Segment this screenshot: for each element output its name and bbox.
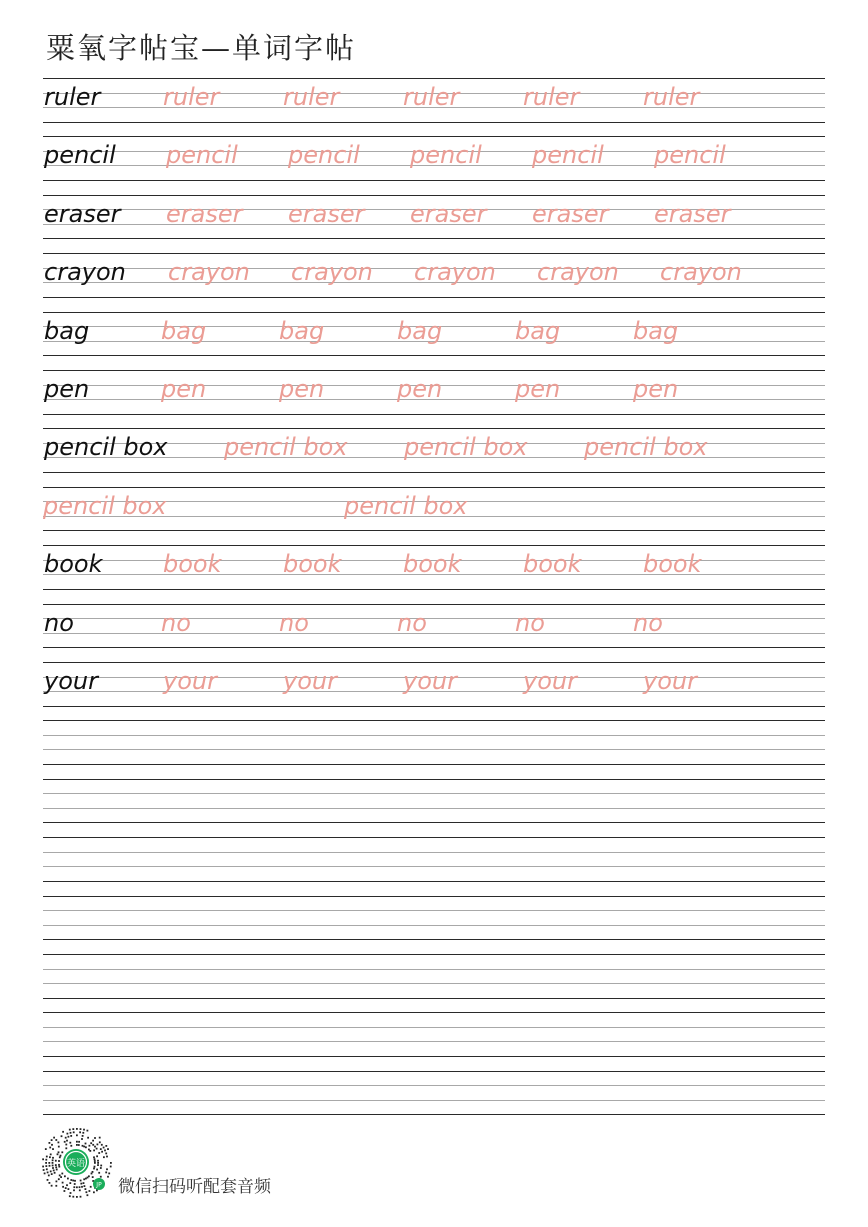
trace-word: pen bbox=[397, 375, 443, 403]
row-top-line bbox=[43, 662, 825, 663]
trace-word: bag bbox=[515, 316, 561, 345]
trace-word: book bbox=[163, 550, 222, 579]
row-base-line bbox=[43, 764, 825, 765]
row-base-line bbox=[43, 706, 825, 707]
row-top-line bbox=[43, 312, 825, 313]
model-word: bag bbox=[44, 316, 90, 345]
row-top-line bbox=[43, 779, 825, 780]
row-base-line bbox=[43, 998, 825, 999]
row-guide-line bbox=[43, 749, 825, 750]
row-guide-line bbox=[43, 1085, 825, 1086]
trace-word: crayon bbox=[537, 258, 619, 287]
trace-word: book bbox=[523, 550, 582, 579]
trace-word: book bbox=[403, 550, 462, 579]
row-base-line bbox=[43, 122, 825, 123]
model-word: no bbox=[44, 608, 74, 637]
trace-word: ruler bbox=[283, 83, 340, 111]
row-base-line bbox=[43, 1056, 825, 1057]
trace-word: bag bbox=[633, 316, 679, 345]
row-top-line bbox=[43, 253, 825, 254]
trace-word: pencil bbox=[166, 141, 238, 170]
trace-word: eraser bbox=[654, 199, 731, 228]
page-title: 粟氧字帖宝—单词字帖 bbox=[46, 31, 357, 65]
trace-word: pencil box bbox=[344, 491, 468, 520]
row-top-line bbox=[43, 136, 825, 137]
trace-word: pen bbox=[161, 375, 207, 403]
trace-word: your bbox=[403, 667, 457, 695]
trace-word: crayon bbox=[660, 258, 742, 287]
trace-word: crayon bbox=[414, 258, 496, 287]
trace-word: ruler bbox=[643, 83, 700, 111]
trace-word: bag bbox=[279, 316, 325, 345]
row-guide-line bbox=[43, 866, 825, 867]
row-top-line bbox=[43, 954, 825, 955]
trace-word: ruler bbox=[403, 83, 460, 111]
trace-word: your bbox=[163, 667, 217, 695]
trace-word: pencil bbox=[654, 141, 726, 170]
row-base-line bbox=[43, 414, 825, 415]
row-base-line bbox=[43, 1114, 825, 1115]
row-base-line bbox=[43, 180, 825, 181]
row-guide-line bbox=[43, 925, 825, 926]
row-top-line bbox=[43, 837, 825, 838]
qr-code-icon[interactable] bbox=[40, 1126, 112, 1198]
row-base-line bbox=[43, 647, 825, 648]
row-base-line bbox=[43, 472, 825, 473]
row-top-line bbox=[43, 545, 825, 546]
trace-word: eraser bbox=[410, 199, 487, 228]
row-guide-line bbox=[43, 808, 825, 809]
trace-word: pen bbox=[633, 375, 679, 403]
model-word: ruler bbox=[44, 83, 101, 111]
trace-word: your bbox=[523, 667, 577, 695]
trace-word: eraser bbox=[532, 199, 609, 228]
trace-word: pencil box bbox=[43, 491, 167, 520]
trace-word: pencil bbox=[288, 141, 360, 170]
trace-word: ruler bbox=[163, 83, 220, 111]
row-top-line bbox=[43, 195, 825, 196]
row-guide-line bbox=[43, 969, 825, 970]
trace-word: no bbox=[515, 608, 545, 637]
row-base-line bbox=[43, 530, 825, 531]
trace-word: crayon bbox=[291, 258, 373, 287]
trace-word: pen bbox=[515, 375, 561, 403]
trace-word: eraser bbox=[166, 199, 243, 228]
row-base-line bbox=[43, 589, 825, 590]
row-base-line bbox=[43, 297, 825, 298]
trace-word: no bbox=[633, 608, 663, 637]
trace-word: book bbox=[283, 550, 342, 579]
footer-caption: 微信扫码听配套音频 bbox=[118, 1177, 271, 1197]
row-top-line bbox=[43, 487, 825, 488]
row-guide-line bbox=[43, 1027, 825, 1028]
row-top-line bbox=[43, 78, 825, 79]
trace-word: pencil bbox=[410, 141, 482, 170]
row-base-line bbox=[43, 238, 825, 239]
trace-word: pencil box bbox=[224, 433, 348, 462]
row-guide-line bbox=[43, 735, 825, 736]
trace-word: no bbox=[161, 608, 191, 637]
row-top-line bbox=[43, 1012, 825, 1013]
row-guide-line bbox=[43, 983, 825, 984]
trace-word: no bbox=[397, 608, 427, 637]
trace-word: crayon bbox=[168, 258, 250, 287]
trace-word: your bbox=[643, 667, 697, 695]
trace-word: pencil box bbox=[404, 433, 528, 462]
row-base-line bbox=[43, 881, 825, 882]
trace-word: eraser bbox=[288, 199, 365, 228]
row-guide-line bbox=[43, 910, 825, 911]
row-guide-line bbox=[43, 1041, 825, 1042]
trace-word: book bbox=[643, 550, 702, 579]
row-guide-line bbox=[43, 793, 825, 794]
model-word: pen bbox=[44, 375, 90, 403]
row-top-line bbox=[43, 428, 825, 429]
model-word: eraser bbox=[44, 199, 121, 228]
trace-word: ruler bbox=[523, 83, 580, 111]
model-word: crayon bbox=[44, 258, 126, 287]
qr-badge-label: 英语 bbox=[66, 1159, 86, 1169]
row-base-line bbox=[43, 939, 825, 940]
row-base-line bbox=[43, 355, 825, 356]
trace-word: pencil box bbox=[584, 433, 708, 462]
row-base-line bbox=[43, 822, 825, 823]
trace-word: your bbox=[283, 667, 337, 695]
row-top-line bbox=[43, 720, 825, 721]
row-guide-line bbox=[43, 1100, 825, 1101]
row-guide-line bbox=[43, 852, 825, 853]
model-word: book bbox=[44, 550, 103, 579]
trace-word: bag bbox=[397, 316, 443, 345]
row-top-line bbox=[43, 1071, 825, 1072]
model-word: pencil bbox=[44, 141, 116, 170]
model-word: pencil box bbox=[44, 433, 168, 462]
qr-small-badge-label: JP bbox=[96, 1181, 102, 1189]
trace-word: no bbox=[279, 608, 309, 637]
row-top-line bbox=[43, 370, 825, 371]
row-top-line bbox=[43, 896, 825, 897]
trace-word: pen bbox=[279, 375, 325, 403]
trace-word: pencil bbox=[532, 141, 604, 170]
trace-word: bag bbox=[161, 316, 207, 345]
row-top-line bbox=[43, 604, 825, 605]
model-word: your bbox=[44, 667, 98, 695]
